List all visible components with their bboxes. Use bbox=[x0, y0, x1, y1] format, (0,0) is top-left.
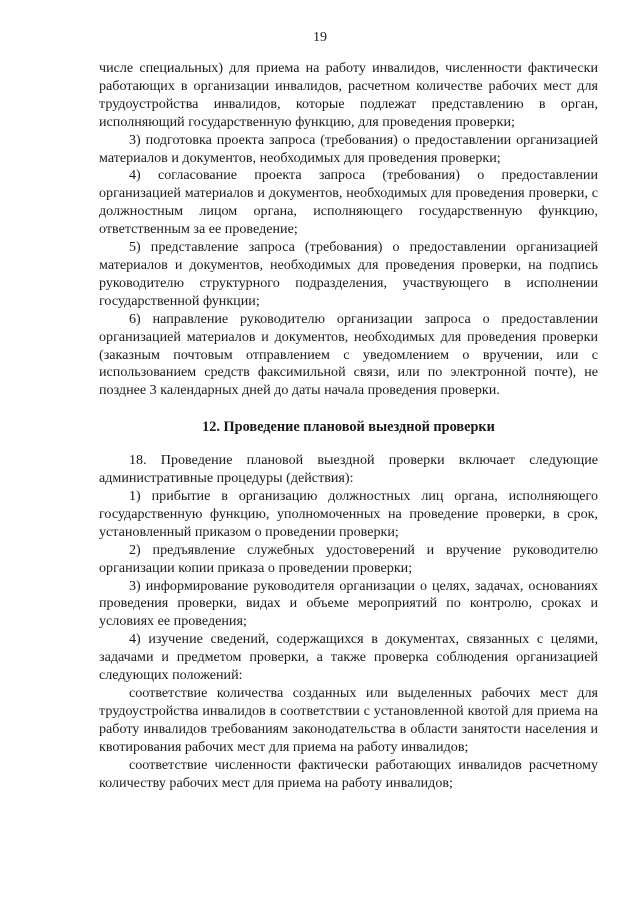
paragraph-item-4: 4) согласование проекта запроса (требования) о предоставлении организацией материалов и документов, необходимых для проведения проверки, с должностным лицом органа, исполняющего государственную функцию, ответственным за ее проведение; bbox=[99, 167, 598, 238]
document-body bbox=[99, 60, 598, 792]
page-number: 19 bbox=[313, 30, 327, 45]
paragraph-item-2: 2) предъявление служебных удостоверений и вручение руководителю организации копии приказа о проведении проверки; bbox=[99, 541, 598, 576]
section-heading: 12. Проведение плановой выездной проверки bbox=[202, 419, 495, 436]
paragraph-item-5: 5) представление запроса (требования) о предоставлении организацией материалов и документов, необходимых для проведения проверки, на подпись руководителю структурного подразделения, участвующего в исполнении государственной функции; bbox=[99, 239, 598, 309]
paragraph-item-1: 1) прибытие в организацию должностных лиц органа, исполняющего государственную функцию, уполномоченных на проведение проверки, в срок, установленный приказом о проведении проверки; bbox=[99, 488, 598, 540]
paragraph-18: 18. Проведение плановой выездной проверки включает следующие административные процедуры (действия): bbox=[99, 452, 598, 487]
paragraph-item-6: 6) направление руководителю организации запроса о предоставлении организацией материалов и документов, необходимых для проведения проверки (заказным почтовым отправлением с уведомлением о вручении, или с использованием средств факсимильной связи, или по электронной почте), не позднее 3 календарных дней до даты начала проведения проверки. bbox=[99, 310, 598, 399]
paragraph-item-3b: 3) информирование руководителя организации о целях, задачах, основаниях проведения проверки, видах и объеме мероприятий по контролю, сроках и условиях ее проведения; bbox=[99, 577, 598, 630]
paragraph-quota-compliance: соответствие количества созданных или выделенных рабочих мест для трудоустройства инвалидов в соответствии с установленной квотой для приема на работу инвалидов требованиям законодательства в области занятости населения и квотирования рабочих мест для приема на работу инвалидов; bbox=[99, 685, 598, 755]
paragraph-item-4b: 4) изучение сведений, содержащихся в документах, связанных с целями, задачами и предметом проверки, а также проверка соблюдения организацией следующих положений: bbox=[99, 631, 598, 684]
paragraph-continuation: числе специальных) для приема на работу инвалидов, численности фактически работающих в организации инвалидов, расчетном количестве рабочих мест для трудоустройства инвалидов, которые подлежат представлению в орган, исполняющий государственную функцию, для проведения проверки; bbox=[99, 60, 598, 130]
paragraph-headcount-compliance: соответствие численности фактически работающих инвалидов расчетному количеству рабочих мест для приема на работу инвалидов; bbox=[99, 756, 598, 791]
paragraph-item-3: 3) подготовка проекта запроса (требования) о предоставлении организацией материалов и документов, необходимых для проведения проверки; bbox=[99, 131, 598, 166]
